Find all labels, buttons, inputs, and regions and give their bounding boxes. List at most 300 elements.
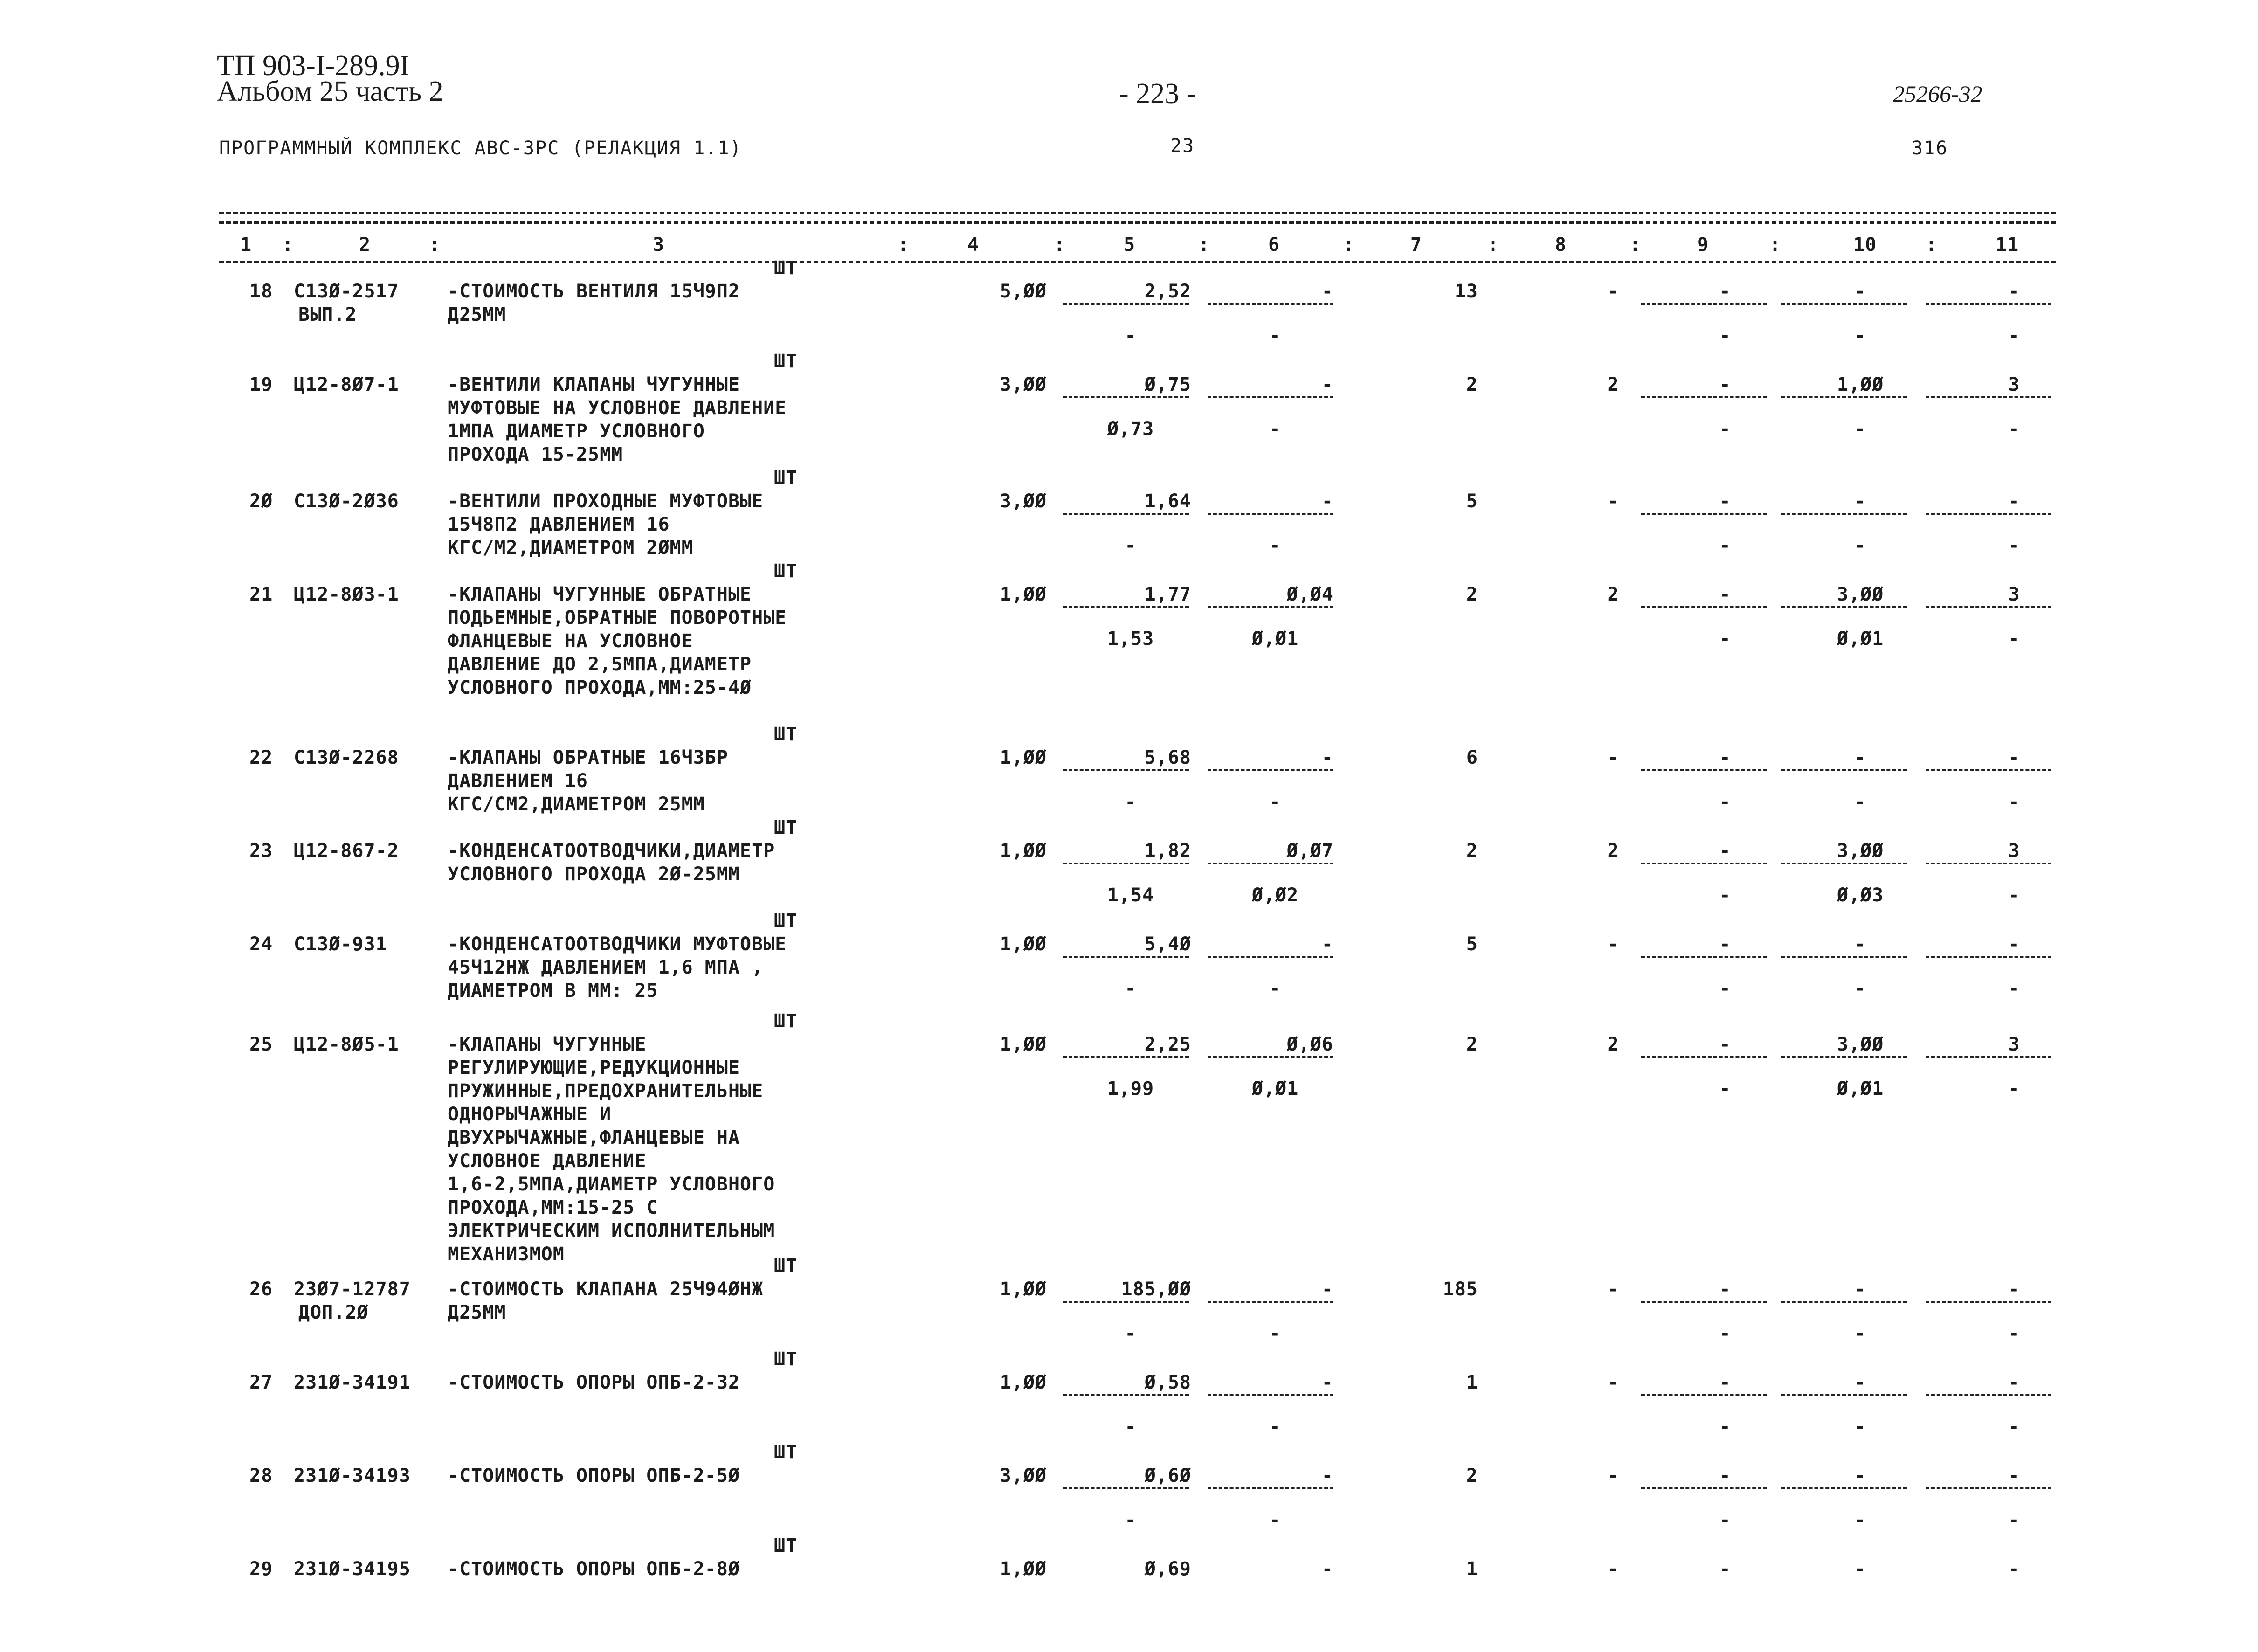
cell-c10-second: - <box>1854 791 1866 813</box>
dash-rule <box>1781 396 1907 398</box>
cell-c10: - <box>1854 747 1866 768</box>
column-separator: : <box>1198 234 1210 256</box>
dash-rule <box>1208 396 1333 398</box>
cell-c5: 185,ØØ <box>1121 1279 1191 1300</box>
row-description-line: -СТОИМОСТЬ ОПОРЫ ОПБ-2-32 <box>448 1372 740 1393</box>
dash-rule <box>1641 863 1767 864</box>
row-number: 27 <box>249 1372 273 1393</box>
cell-c8: 2 <box>1607 584 1619 605</box>
cell-c10: - <box>1854 491 1866 512</box>
row-description-line: ПРОХОДА,ММ:15-25 С <box>448 1197 658 1218</box>
album-label: Альбом 25 часть 2 <box>217 76 443 107</box>
dash-rule <box>1063 513 1189 515</box>
top-rule-2 <box>219 221 2056 224</box>
column-separator: : <box>1487 234 1499 256</box>
cell-c9: - <box>1719 1372 1731 1393</box>
row-description-line: КГС/СМ2,ДИАМЕТРОМ 25ММ <box>448 794 705 815</box>
cell-c9-second: - <box>1719 1323 1731 1344</box>
cell-c10: - <box>1854 1558 1866 1580</box>
unit-label: ШТ <box>774 1535 798 1556</box>
cell-c8: - <box>1607 1558 1619 1580</box>
cell-c11: - <box>2008 933 2020 955</box>
row-code: 231Ø-34191 <box>294 1372 411 1393</box>
row-code: Ц12-8Ø3-1 <box>294 584 399 605</box>
row-description-line: ОДНОРЫЧАЖНЫЕ И <box>448 1104 612 1125</box>
cell-c9: - <box>1719 491 1731 512</box>
column-header-2: 2 <box>359 234 371 256</box>
dash-rule <box>1063 1056 1189 1058</box>
row-description-line: 15Ч8П2 ДАВЛЕНИЕМ 16 <box>448 514 670 535</box>
cell-c8: - <box>1607 281 1619 302</box>
cell-c6: - <box>1321 374 1333 395</box>
cell-c11-second: - <box>2008 1509 2020 1531</box>
dash-rule <box>1063 606 1189 608</box>
cell-c5-second: - <box>1125 1416 1137 1438</box>
program-title: ПРОГРАММНЫЙ КОМПЛЕКС АВС-3РС (РЕЛАКЦИЯ 1.1) <box>219 138 742 159</box>
cell-c7: 5 <box>1466 933 1478 955</box>
header-bottom-rule <box>219 261 2056 263</box>
row-description-line: ДАВЛЕНИЕ ДО 2,5МПА,ДИАМЕТР <box>448 654 752 675</box>
cell-c4: 1,ØØ <box>1000 1558 1047 1580</box>
cell-c11-second: - <box>2008 325 2020 346</box>
row-description-line: ФЛАНЦЕВЫЕ НА УСЛОВНОЕ <box>448 630 693 652</box>
cell-c7: 2 <box>1466 840 1478 862</box>
cell-c10-second: Ø,Ø1 <box>1837 628 1884 650</box>
column-separator: : <box>429 234 441 256</box>
cell-c11-second: - <box>2008 535 2020 556</box>
column-separator: : <box>1630 234 1642 256</box>
dash-rule <box>1063 303 1189 305</box>
cell-c5: Ø,6Ø <box>1144 1465 1191 1486</box>
row-description-line: -СТОИМОСТЬ КЛАПАНА 25Ч94ØНЖ <box>448 1279 764 1300</box>
column-header-11: 11 <box>1996 234 2019 256</box>
cell-c10-second: - <box>1854 1323 1866 1344</box>
cell-c10-second: - <box>1854 1416 1866 1438</box>
dash-rule <box>1926 1056 2051 1058</box>
dash-rule <box>1781 1301 1907 1303</box>
cell-c5: Ø,69 <box>1144 1558 1191 1580</box>
row-number: 25 <box>249 1034 273 1055</box>
cell-c9: - <box>1719 281 1731 302</box>
column-header-6: 6 <box>1268 234 1280 256</box>
cell-c11-second: - <box>2008 1078 2020 1099</box>
cell-c6-second: - <box>1269 1323 1281 1344</box>
cell-c6: Ø,Ø7 <box>1286 840 1333 862</box>
cell-c10-second: - <box>1854 978 1866 999</box>
row-description-line: ЭЛЕКТРИЧЕСКИМ ИСПОЛНИТЕЛЬНЫМ <box>448 1220 775 1242</box>
cell-c7: 5 <box>1466 491 1478 512</box>
cell-c6-second: - <box>1269 535 1281 556</box>
cell-c11: 3 <box>2008 1034 2020 1055</box>
row-description-line: -КЛАПАНЫ ОБРАТНЫЕ 16Ч3БР <box>448 747 728 768</box>
cell-c11: - <box>2008 1279 2020 1300</box>
dash-rule <box>1208 513 1333 515</box>
top-rule <box>219 212 2056 214</box>
cell-c5: Ø,75 <box>1144 374 1191 395</box>
dash-rule <box>1641 606 1767 608</box>
unit-label: ШТ <box>774 1010 798 1032</box>
dash-rule <box>1926 396 2051 398</box>
cell-c8: 2 <box>1607 1034 1619 1055</box>
cell-c6: - <box>1321 933 1333 955</box>
cell-c10-second: Ø,Ø1 <box>1837 1078 1884 1099</box>
row-description-line: ДАВЛЕНИЕМ 16 <box>448 770 588 792</box>
cell-c9-second: - <box>1719 418 1731 440</box>
cell-c9: - <box>1719 374 1731 395</box>
dash-rule <box>1926 1487 2051 1489</box>
row-description-line: ДИАМЕТРОМ В ММ: 25 <box>448 980 658 1002</box>
cell-c10: - <box>1854 281 1866 302</box>
row-number: 18 <box>249 281 273 302</box>
dash-rule <box>1781 1056 1907 1058</box>
column-header-3: 3 <box>653 234 665 256</box>
cell-c11-second: - <box>2008 1416 2020 1438</box>
dash-rule <box>1641 1056 1767 1058</box>
dash-rule <box>1781 863 1907 864</box>
cell-c11: 3 <box>2008 374 2020 395</box>
row-description-line: -СТОИМОСТЬ ОПОРЫ ОПБ-2-5Ø <box>448 1465 740 1486</box>
dash-rule <box>1641 396 1767 398</box>
cell-c5-second: - <box>1125 1509 1137 1531</box>
cell-c8: - <box>1607 1372 1619 1393</box>
row-code-extra: ДОП.2Ø <box>298 1302 369 1323</box>
column-separator: : <box>1054 234 1066 256</box>
cell-c9: - <box>1719 933 1731 955</box>
dash-rule <box>1781 956 1907 958</box>
cell-c11-second: - <box>2008 418 2020 440</box>
cell-c4: 1,ØØ <box>1000 1034 1047 1055</box>
dash-rule <box>1781 1394 1907 1396</box>
cell-c11: - <box>2008 1465 2020 1486</box>
dash-rule <box>1063 1394 1189 1396</box>
cell-c4: 1,ØØ <box>1000 584 1047 605</box>
dash-rule <box>1641 769 1767 771</box>
row-code: С13Ø-2517 <box>294 281 399 302</box>
dash-rule <box>1208 769 1333 771</box>
unit-label: ШТ <box>774 724 798 745</box>
row-number: 23 <box>249 840 273 862</box>
cell-c9-second: - <box>1719 1509 1731 1531</box>
row-description-line: -СТОИМОСТЬ ВЕНТИЛЯ 15Ч9П2 <box>448 281 740 302</box>
row-description-line: -КОНДЕНСАТООТВОДЧИКИ МУФТОВЫЕ <box>448 933 787 955</box>
cell-c10: 1,ØØ <box>1837 374 1884 395</box>
row-description-line: ПРОХОДА 15-25ММ <box>448 444 623 465</box>
cell-c10: - <box>1854 1465 1866 1486</box>
cell-c9-second: - <box>1719 885 1731 906</box>
cell-c10: - <box>1854 933 1866 955</box>
dash-rule <box>1641 1301 1767 1303</box>
dash-rule <box>1926 956 2051 958</box>
cell-c9-second: - <box>1719 1416 1731 1438</box>
cell-c9: - <box>1719 1558 1731 1580</box>
cell-c10: 3,ØØ <box>1837 1034 1884 1055</box>
row-description-line: МУФТОВЫЕ НА УСЛОВНОЕ ДАВЛЕНИЕ <box>448 397 787 419</box>
unit-label: ШТ <box>774 257 798 279</box>
doc-code: ТП 903-I-289.9I <box>217 50 410 82</box>
row-description-line: 1МПА ДИАМЕТР УСЛОВНОГО <box>448 421 705 442</box>
cell-c6-second: - <box>1269 418 1281 440</box>
column-header-9: 9 <box>1697 234 1709 256</box>
cell-c10-second: - <box>1854 325 1866 346</box>
cell-c9-second: - <box>1719 628 1731 650</box>
dash-rule <box>1926 303 2051 305</box>
dash-rule <box>1781 606 1907 608</box>
cell-c9-second: - <box>1719 1078 1731 1099</box>
column-header-7: 7 <box>1410 234 1422 256</box>
dash-rule <box>1926 1394 2051 1396</box>
unit-label: ШТ <box>774 1255 798 1277</box>
dash-rule <box>1208 1394 1333 1396</box>
unit-label: ШТ <box>774 560 798 582</box>
row-number: 22 <box>249 747 273 768</box>
cell-c8: - <box>1607 1279 1619 1300</box>
cell-c4: 1,ØØ <box>1000 840 1047 862</box>
cell-c4: 1,ØØ <box>1000 933 1047 955</box>
unit-label: ШТ <box>774 910 798 932</box>
column-header-4: 4 <box>967 234 980 256</box>
dash-rule <box>1208 863 1333 864</box>
cell-c11-second: - <box>2008 791 2020 813</box>
cell-c6-second: - <box>1269 325 1281 346</box>
cell-c5-second: 1,53 <box>1107 628 1154 650</box>
row-description-line: ПРУЖИННЫЕ,ПРЕДОХРАНИТЕЛЬНЫЕ <box>448 1080 764 1102</box>
cell-c5-second: - <box>1125 791 1137 813</box>
column-header-5: 5 <box>1124 234 1136 256</box>
dash-rule <box>1641 1394 1767 1396</box>
cell-c8: - <box>1607 1465 1619 1486</box>
column-separator: : <box>898 234 910 256</box>
dash-rule <box>1063 956 1189 958</box>
cell-c9: - <box>1719 1034 1731 1055</box>
dash-rule <box>1063 1301 1189 1303</box>
cell-c8: 2 <box>1607 840 1619 862</box>
cell-c6-second: Ø,Ø2 <box>1251 885 1299 906</box>
cell-c6: - <box>1321 1465 1333 1486</box>
row-number: 29 <box>249 1558 273 1580</box>
cell-c11: - <box>2008 1372 2020 1393</box>
cell-c11: 3 <box>2008 584 2020 605</box>
dash-rule <box>1781 303 1907 305</box>
cell-c9: - <box>1719 1279 1731 1300</box>
row-number: 21 <box>249 584 273 605</box>
cell-c4: 3,ØØ <box>1000 491 1047 512</box>
dash-rule <box>1208 956 1333 958</box>
row-description-line: МЕХАНИЗМОМ <box>448 1244 565 1265</box>
unit-label: ШТ <box>774 817 798 838</box>
cell-c6: - <box>1321 1558 1333 1580</box>
row-description-line: ДВУХРЫЧАЖНЫЕ,ФЛАНЦЕВЫЕ НА <box>448 1127 740 1148</box>
cell-c11: 3 <box>2008 840 2020 862</box>
row-number: 24 <box>249 933 273 955</box>
row-description-line: УСЛОВНОГО ПРОХОДА 2Ø-25ММ <box>448 864 740 885</box>
cell-c11-second: - <box>2008 885 2020 906</box>
row-description-line: УСЛОВНОГО ПРОХОДА,ММ:25-4Ø <box>448 677 752 698</box>
cell-c11-second: - <box>2008 1323 2020 1344</box>
unit-label: ШТ <box>774 467 798 489</box>
cell-c10-second: - <box>1854 418 1866 440</box>
cell-c9-second: - <box>1719 791 1731 813</box>
cell-c10: 3,ØØ <box>1837 840 1884 862</box>
column-separator: : <box>282 234 294 256</box>
page-number: - 223 - <box>1119 78 1196 110</box>
cell-c6-second: Ø,Ø1 <box>1251 628 1299 650</box>
row-description-line: Д25ММ <box>448 304 506 325</box>
column-separator: : <box>1926 234 1938 256</box>
dash-rule <box>1641 956 1767 958</box>
cell-c7: 2 <box>1466 374 1478 395</box>
dash-rule <box>1926 606 2051 608</box>
dash-rule <box>1208 1301 1333 1303</box>
cell-c6-second: - <box>1269 791 1281 813</box>
cell-c9-second: - <box>1719 535 1731 556</box>
cell-c5: 5,68 <box>1144 747 1191 768</box>
cell-c6: - <box>1321 1279 1333 1300</box>
cell-c9: - <box>1719 747 1731 768</box>
cell-c10: 3,ØØ <box>1837 584 1884 605</box>
row-description-line: КГС/М2,ДИАМЕТРОМ 2ØММ <box>448 537 693 559</box>
dash-rule <box>1063 396 1189 398</box>
cell-c4: 3,ØØ <box>1000 1465 1047 1486</box>
column-header-10: 10 <box>1853 234 1877 256</box>
dash-rule <box>1641 513 1767 515</box>
dash-rule <box>1641 1487 1767 1489</box>
cell-c9: - <box>1719 584 1731 605</box>
cell-c7: 6 <box>1466 747 1478 768</box>
column-header-8: 8 <box>1555 234 1567 256</box>
cell-c5: 1,77 <box>1144 584 1191 605</box>
row-code: Ц12-867-2 <box>294 840 399 862</box>
row-number: 2Ø <box>249 491 273 512</box>
dash-rule <box>1208 1487 1333 1489</box>
column-separator: : <box>1769 234 1782 256</box>
row-description-line: ПОДЬЕМНЫЕ,ОБРАТНЫЕ ПОВОРОТНЫЕ <box>448 607 787 629</box>
cell-c11: - <box>2008 747 2020 768</box>
dash-rule <box>1208 1056 1333 1058</box>
unit-label: ШТ <box>774 1348 798 1370</box>
cell-c4: 1,ØØ <box>1000 1372 1047 1393</box>
cell-c11: - <box>2008 1558 2020 1580</box>
row-number: 26 <box>249 1279 273 1300</box>
cell-c11-second: - <box>2008 628 2020 650</box>
cell-c5: 2,25 <box>1144 1034 1191 1055</box>
cell-c6: Ø,Ø4 <box>1286 584 1333 605</box>
cell-c11-second: - <box>2008 978 2020 999</box>
cell-c9-second: - <box>1719 978 1731 999</box>
cell-c7: 2 <box>1466 1034 1478 1055</box>
row-description-line: 45Ч12НЖ ДАВЛЕНИЕМ 1,6 МПА , <box>448 957 764 978</box>
cell-c5: 1,82 <box>1144 840 1191 862</box>
cell-c5: 1,64 <box>1144 491 1191 512</box>
cell-c11: - <box>2008 491 2020 512</box>
cell-c11: - <box>2008 281 2020 302</box>
row-description-line: -ВЕНТИЛИ КЛАПАНЫ ЧУГУННЫЕ <box>448 374 740 395</box>
dash-rule <box>1063 769 1189 771</box>
cell-c5-second: - <box>1125 535 1137 556</box>
cell-c6-second: Ø,Ø1 <box>1251 1078 1299 1099</box>
cell-c5: 2,52 <box>1144 281 1191 302</box>
cell-c7: 1 <box>1466 1558 1478 1580</box>
cell-c9: - <box>1719 840 1731 862</box>
cell-c6-second: - <box>1269 978 1281 999</box>
row-description-line: -КЛАПАНЫ ЧУГУННЫЕ ОБРАТНЫЕ <box>448 584 752 605</box>
row-number: 28 <box>249 1465 273 1486</box>
row-description-line: -СТОИМОСТЬ ОПОРЫ ОПБ-2-8Ø <box>448 1558 740 1580</box>
column-header-1: 1 <box>240 234 252 256</box>
dash-rule <box>1781 513 1907 515</box>
cell-c7: 2 <box>1466 1465 1478 1486</box>
row-code: 231Ø-34193 <box>294 1465 411 1486</box>
cell-c5: 5,4Ø <box>1144 933 1191 955</box>
cell-c4: 1,ØØ <box>1000 747 1047 768</box>
cell-c4: 1,ØØ <box>1000 1279 1047 1300</box>
cell-c6: - <box>1321 491 1333 512</box>
cell-c7: 1 <box>1466 1372 1478 1393</box>
cell-c6-second: - <box>1269 1509 1281 1531</box>
cell-c6: - <box>1321 1372 1333 1393</box>
cell-c5: Ø,58 <box>1144 1372 1191 1393</box>
cell-c6-second: - <box>1269 1416 1281 1438</box>
row-description-line: 1,6-2,5МПА,ДИАМЕТР УСЛОВНОГО <box>448 1174 775 1195</box>
row-code: Ц12-8Ø7-1 <box>294 374 399 395</box>
cell-c10: - <box>1854 1279 1866 1300</box>
row-description-line: -ВЕНТИЛИ ПРОХОДНЫЕ МУФТОВЫЕ <box>448 491 764 512</box>
dash-rule <box>1926 769 2051 771</box>
cell-c10-second: - <box>1854 1509 1866 1531</box>
sheet-total: 316 <box>1912 138 1948 159</box>
stamp-number: 25266-32 <box>1893 81 1982 107</box>
cell-c5-second: - <box>1125 1323 1137 1344</box>
cell-c7: 185 <box>1443 1279 1478 1300</box>
cell-c6: - <box>1321 281 1333 302</box>
cell-c7: 13 <box>1454 281 1478 302</box>
cell-c10-second: - <box>1854 535 1866 556</box>
row-number: 19 <box>249 374 273 395</box>
unit-label: ШТ <box>774 1442 798 1463</box>
cell-c5-second: 1,54 <box>1107 885 1154 906</box>
cell-c5-second: - <box>1125 978 1137 999</box>
cell-c8: - <box>1607 491 1619 512</box>
cell-c4: 3,ØØ <box>1000 374 1047 395</box>
cell-c10: - <box>1854 1372 1866 1393</box>
cell-c5-second: 1,99 <box>1107 1078 1154 1099</box>
row-code: С13Ø-931 <box>294 933 387 955</box>
cell-c6: - <box>1321 747 1333 768</box>
dash-rule <box>1781 1487 1907 1489</box>
cell-c6: Ø,Ø6 <box>1286 1034 1333 1055</box>
row-code-extra: ВЫП.2 <box>298 304 357 325</box>
row-description-line: Д25ММ <box>448 1302 506 1323</box>
cell-c4: 5,ØØ <box>1000 281 1047 302</box>
row-code: 23Ø7-12787 <box>294 1279 411 1300</box>
row-description-line: РЕГУЛИРУЮЩИЕ,РЕДУКЦИОННЫЕ <box>448 1057 740 1078</box>
unit-label: ШТ <box>774 351 798 372</box>
dash-rule <box>1208 606 1333 608</box>
row-description-line: -КОНДЕНСАТООТВОДЧИКИ,ДИАМЕТР <box>448 840 775 862</box>
cell-c8: 2 <box>1607 374 1619 395</box>
cell-c10-second: Ø,Ø3 <box>1837 885 1884 906</box>
cell-c5-second: - <box>1125 325 1137 346</box>
dash-rule <box>1641 303 1767 305</box>
cell-c8: - <box>1607 933 1619 955</box>
row-code: С13Ø-2268 <box>294 747 399 768</box>
column-separator: : <box>1343 234 1355 256</box>
dash-rule <box>1926 863 2051 864</box>
dash-rule <box>1063 863 1189 864</box>
row-code: 231Ø-34195 <box>294 1558 411 1580</box>
cell-c7: 2 <box>1466 584 1478 605</box>
dash-rule <box>1926 1301 2051 1303</box>
dash-rule <box>1063 1487 1189 1489</box>
